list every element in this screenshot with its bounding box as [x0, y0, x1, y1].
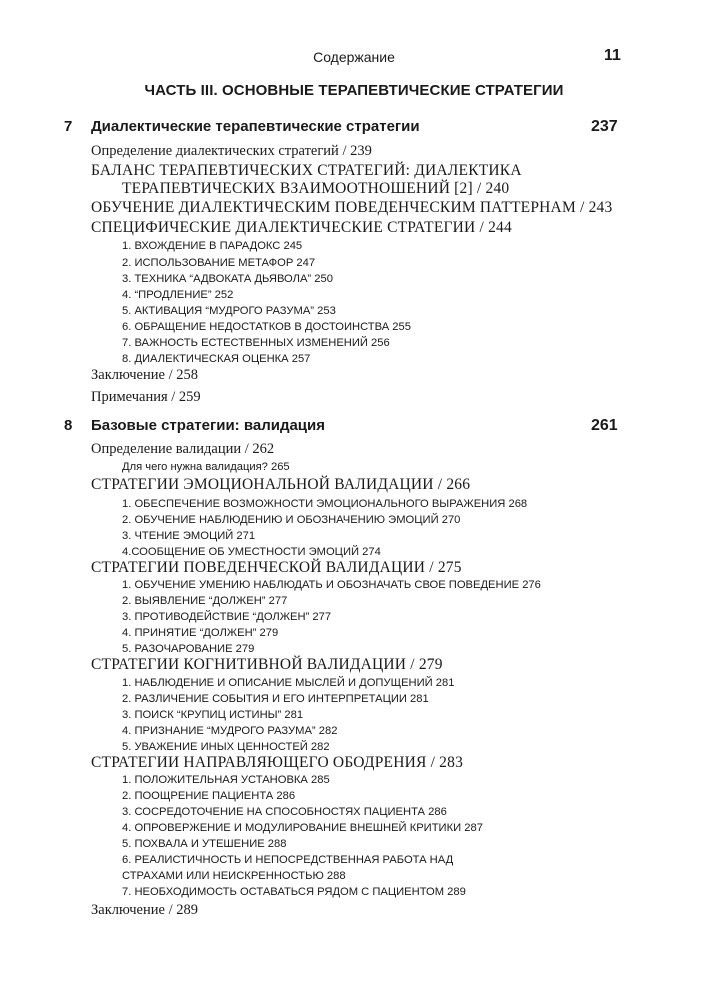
ch8-cognitive-item[interactable]: 3. ПОИСК “КРУПИЦ ИСТИНЫ” 281 [122, 709, 304, 721]
chapter-8-number: 8 [64, 417, 73, 434]
ch7-definition-entry[interactable]: Определение диалектических стратегий / 239 [91, 143, 372, 159]
ch8-encouragement-item[interactable]: 6. РЕАЛИСТИЧНОСТЬ И НЕПОСРЕДСТВЕННАЯ РАБОТА НАД [122, 854, 454, 866]
ch8-encouragement-item[interactable]: 3. СОСРЕДОТОЧЕНИЕ НА СПОСОБНОСТЯХ ПАЦИЕНТА 286 [122, 806, 447, 818]
ch7-subitem[interactable]: 4. “ПРОДЛЕНИЕ” 252 [122, 289, 234, 301]
ch8-why-entry[interactable]: Для чего нужна валидация? 265 [122, 461, 290, 473]
ch7-subitem[interactable]: 1. ВХОЖДЕНИЕ В ПАРАДОКС 245 [122, 240, 303, 252]
ch7-subitem[interactable]: 7. ВАЖНОСТЬ ЕСТЕСТВЕННЫХ ИЗМЕНЕНИЙ 256 [122, 337, 390, 349]
ch7-subitem[interactable]: 6. ОБРАЩЕНИЕ НЕДОСТАТКОВ В ДОСТОИНСТВА 255 [122, 321, 411, 333]
ch8-behavioral-item[interactable]: 1. ОБУЧЕНИЕ УМЕНИЮ НАБЛЮДАТЬ И ОБОЗНАЧАТЬ СВОЕ ПОВЕДЕНИЕ 276 [122, 579, 541, 591]
ch8-conclusion-entry[interactable]: Заключение / 289 [91, 902, 198, 918]
page-number: 11 [604, 47, 621, 64]
ch7-teaching-entry[interactable]: ОБУЧЕНИЕ ДИАЛЕКТИЧЕСКИМ ПОВЕДЕНЧЕСКИМ ПАТТЕРНАМ / 243 [91, 199, 613, 216]
ch8-encouragement-heading[interactable]: СТРАТЕГИИ НАПРАВЛЯЮЩЕГО ОБОДРЕНИЯ / 283 [91, 754, 464, 771]
ch7-specific-entry[interactable]: СПЕЦИФИЧЕСКИЕ ДИАЛЕКТИЧЕСКИЕ СТРАТЕГИИ / 244 [91, 219, 512, 236]
ch8-emotional-item[interactable]: 3. ЧТЕНИЕ ЭМОЦИЙ 271 [122, 530, 256, 542]
ch8-encouragement-item[interactable]: 2. ПООЩРЕНИЕ ПАЦИЕНТА 286 [122, 790, 296, 802]
part-title: ЧАСТЬ III. ОСНОВНЫЕ ТЕРАПЕВТИЧЕСКИЕ СТРАТЕГИИ [144, 82, 564, 99]
ch8-emotional-heading[interactable]: СТРАТЕГИИ ЭМОЦИОНАЛЬНОЙ ВАЛИДАЦИИ / 266 [91, 476, 471, 493]
ch8-emotional-item[interactable]: 4.СООБЩЕНИЕ ОБ УМЕСТНОСТИ ЭМОЦИЙ 274 [122, 546, 381, 558]
ch7-subitem[interactable]: 3. ТЕХНИКА “АДВОКАТА ДЬЯВОЛА” 250 [122, 273, 333, 285]
ch7-notes-entry[interactable]: Примечания / 259 [91, 389, 201, 405]
ch8-definition-entry[interactable]: Определение валидации / 262 [91, 441, 275, 457]
chapter-7-page: 237 [591, 118, 618, 135]
running-title: Содержание [313, 49, 395, 65]
chapter-7-title[interactable]: Диалектические терапевтические стратегии [91, 118, 420, 135]
ch7-subitem[interactable]: 2. ИСПОЛЬЗОВАНИЕ МЕТАФОР 247 [122, 257, 316, 269]
ch7-conclusion-entry[interactable]: Заключение / 258 [91, 367, 198, 383]
chapter-7-number: 7 [64, 118, 73, 135]
ch8-encouragement-item[interactable]: 7. НЕОБХОДИМОСТЬ ОСТАВАТЬСЯ РЯДОМ С ПАЦИЕНТОМ 289 [122, 886, 466, 898]
ch8-cognitive-item[interactable]: 5. УВАЖЕНИЕ ИНЫХ ЦЕННОСТЕЙ 282 [122, 741, 330, 753]
ch8-cognitive-item[interactable]: 2. РАЗЛИЧЕНИЕ СОБЫТИЯ И ЕГО ИНТЕРПРЕТАЦИИ 281 [122, 693, 429, 705]
ch8-cognitive-heading[interactable]: СТРАТЕГИИ КОГНИТИВНОЙ ВАЛИДАЦИИ / 279 [91, 656, 443, 673]
chapter-8-title[interactable]: Базовые стратегии: валидация [91, 417, 326, 434]
ch8-encouragement-item[interactable]: 1. ПОЛОЖИТЕЛЬНАЯ УСТАНОВКА 285 [122, 774, 330, 786]
ch8-emotional-item[interactable]: 1. ОБЕСПЕЧЕНИЕ ВОЗМОЖНОСТИ ЭМОЦИОНАЛЬНОГО ВЫРАЖЕНИЯ 268 [122, 498, 528, 510]
ch7-subitem[interactable]: 8. ДИАЛЕКТИЧЕСКАЯ ОЦЕНКА 257 [122, 353, 311, 365]
chapter-8-page: 261 [591, 417, 618, 434]
ch8-encouragement-item-continued[interactable]: СТРАХАМИ ИЛИ НЕИСКРЕННОСТЬЮ 288 [122, 870, 346, 882]
ch7-balance-entry-line2[interactable]: ТЕРАПЕВТИЧЕСКИХ ВЗАИМООТНОШЕНИЙ [2] / 240 [122, 180, 510, 197]
ch8-cognitive-item[interactable]: 1. НАБЛЮДЕНИЕ И ОПИСАНИЕ МЫСЛЕЙ И ДОПУЩЕНИЙ 281 [122, 677, 455, 689]
ch8-cognitive-item[interactable]: 4. ПРИЗНАНИЕ “МУДРОГО РАЗУМА” 282 [122, 725, 338, 737]
ch8-behavioral-item[interactable]: 3. ПРОТИВОДЕЙСТВИЕ “ДОЛЖЕН” 277 [122, 611, 332, 623]
ch8-behavioral-item[interactable]: 2. ВЫЯВЛЕНИЕ “ДОЛЖЕН” 277 [122, 595, 288, 607]
ch8-behavioral-item[interactable]: 4. ПРИНЯТИЕ “ДОЛЖЕН” 279 [122, 627, 279, 639]
ch7-subitem[interactable]: 5. АКТИВАЦИЯ “МУДРОГО РАЗУМА” 253 [122, 305, 336, 317]
ch8-emotional-item[interactable]: 2. ОБУЧЕНИЕ НАБЛЮДЕНИЮ И ОБОЗНАЧЕНИЮ ЭМОЦИЙ 270 [122, 514, 461, 526]
ch8-encouragement-item[interactable]: 5. ПОХВАЛА И УТЕШЕНИЕ 288 [122, 838, 287, 850]
ch8-behavioral-heading[interactable]: СТРАТЕГИИ ПОВЕДЕНЧЕСКОЙ ВАЛИДАЦИИ / 275 [91, 559, 462, 576]
ch8-encouragement-item[interactable]: 4. ОПРОВЕРЖЕНИЕ И МОДУЛИРОВАНИЕ ВНЕШНЕЙ КРИТИКИ 287 [122, 822, 483, 834]
ch8-behavioral-item[interactable]: 5. РАЗОЧАРОВАНИЕ 279 [122, 643, 255, 655]
ch7-balance-entry-line1[interactable]: БАЛАНС ТЕРАПЕВТИЧЕСКИХ СТРАТЕГИЙ: ДИАЛЕКТИКА [91, 162, 522, 179]
